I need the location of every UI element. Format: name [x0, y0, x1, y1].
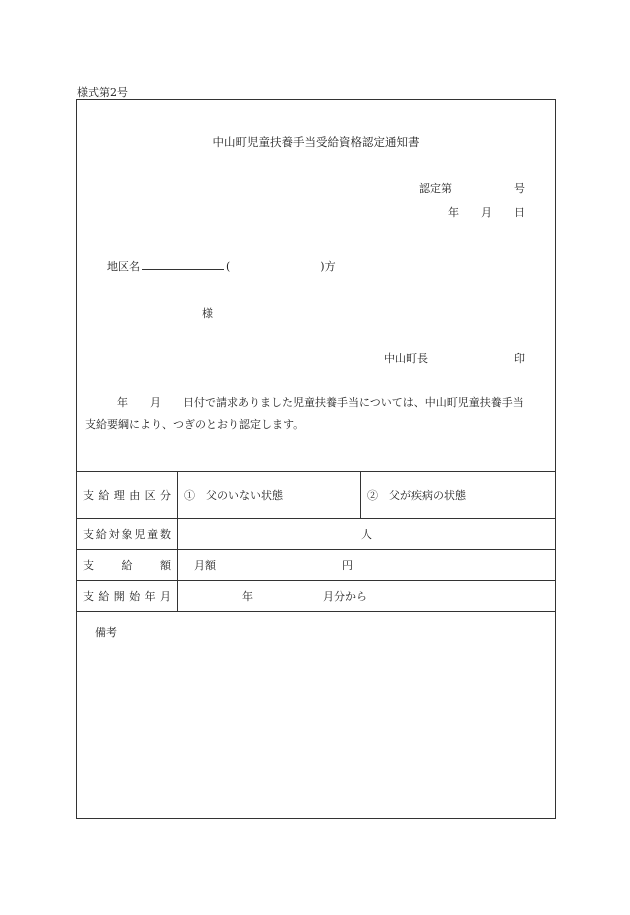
start-cell — [178, 581, 556, 612]
certification-suffix: 号 — [514, 182, 525, 195]
start-label: 支給開始年月 — [77, 581, 178, 612]
issue-date — [448, 204, 525, 220]
district-line — [107, 258, 336, 274]
notice-form — [76, 99, 556, 819]
start-month-suffix: 月分から — [323, 590, 367, 603]
district-blank — [142, 258, 224, 270]
amount-unit: 円 — [342, 559, 353, 572]
details-table — [76, 471, 556, 612]
table-row — [77, 550, 556, 581]
reason-option-2: ② 父が疾病の状態 — [361, 472, 556, 519]
children-count-cell — [178, 519, 556, 550]
certification-number — [419, 180, 525, 196]
date-day: 日 — [514, 206, 525, 219]
district-label: 地区名 — [107, 260, 140, 273]
date-month: 月 — [481, 206, 492, 219]
body-text-line2: 支給要綱により、つぎのとおり認定します。 — [85, 418, 305, 431]
document-title: 中山町児童扶養手当受給資格認定通知書 — [212, 135, 420, 149]
amount-label: 支 給 額 — [77, 550, 178, 581]
table-row — [77, 581, 556, 612]
issuer-line — [384, 350, 525, 366]
paren-open: ( — [226, 260, 231, 273]
body-text-line1: 日付で請求ありました児童扶養手当については、中山町児童扶養手当 — [183, 396, 524, 409]
reason-option-1: ① 父のいない状態 — [178, 472, 361, 519]
issuer-title: 中山町長 — [384, 352, 428, 365]
recipient-honorific: 様 — [202, 307, 213, 320]
body-year: 年 — [117, 396, 128, 409]
certification-label: 認定第 — [419, 182, 452, 195]
seal-mark: 印 — [514, 352, 525, 365]
remarks-label: 備考 — [95, 626, 117, 639]
notice-body — [85, 392, 550, 436]
children-label: 支給対象児童数 — [77, 519, 178, 550]
body-month: 月 — [150, 396, 161, 409]
date-year: 年 — [448, 206, 459, 219]
children-unit: 人 — [361, 528, 372, 541]
start-year: 年 — [242, 590, 253, 603]
amount-cell — [178, 550, 556, 581]
form-number: 様式第2号 — [77, 86, 128, 99]
amount-prefix: 月額 — [194, 559, 216, 572]
table-row — [77, 519, 556, 550]
table-row — [77, 472, 556, 519]
reason-label: 支給理由区分 — [77, 472, 178, 519]
paren-close: )方 — [320, 260, 336, 273]
